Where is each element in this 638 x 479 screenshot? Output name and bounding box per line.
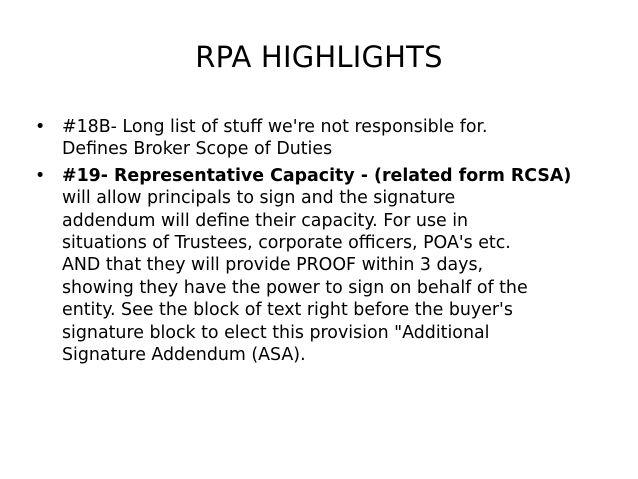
bullet-line: signature block to elect this provision "Additional	[62, 322, 490, 343]
bullet-line: entity. See the block of text right before the buyer's	[62, 300, 513, 321]
bullet-line: addendum will define their capacity. For use in	[62, 210, 469, 231]
bullet-bold-lead: #19- Representative Capacity - (related form RCSA)	[62, 165, 572, 186]
bullet-line: situations of Trustees, corporate officers, POA's etc.	[62, 233, 511, 254]
bullet-item-18b	[32, 116, 592, 161]
bullet-line: Signature Addendum (ASA).	[62, 345, 306, 366]
bullet-line: will allow principals to sign and the signature	[62, 188, 456, 209]
bullet-item-19	[32, 165, 592, 367]
bullet-list	[32, 116, 592, 366]
slide-title: RPA HIGHLIGHTS	[195, 40, 443, 74]
bullet-line: AND that they will provide PROOF within 3 days,	[62, 255, 484, 276]
bullet-marker: •	[35, 165, 46, 186]
bullet-line: #18B- Long list of stuff we're not responsible for.	[62, 117, 488, 137]
bullet-marker: •	[35, 117, 46, 137]
bullet-line: Defines Broker Scope of Duties	[62, 139, 333, 160]
bullet-line: showing they have the power to sign on behalf of the	[62, 277, 528, 298]
